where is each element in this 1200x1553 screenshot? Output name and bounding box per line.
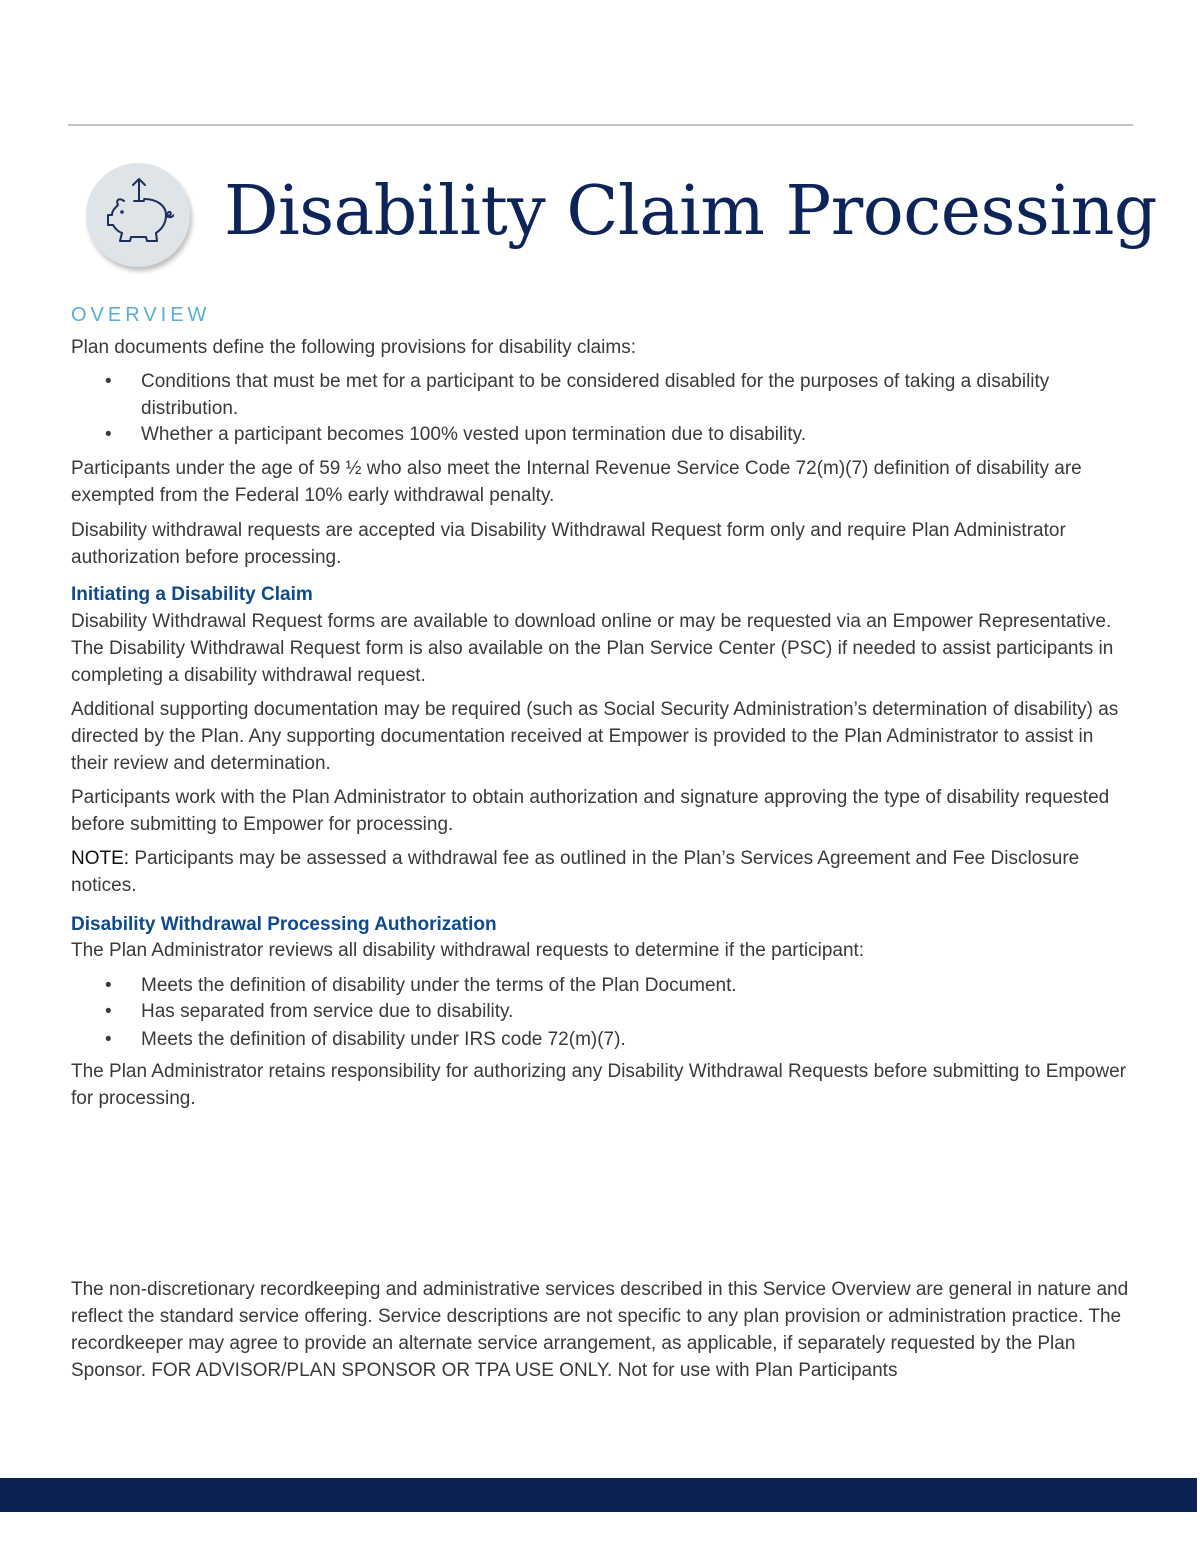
list-item: [105, 421, 1115, 448]
footer-bar: [0, 1478, 1197, 1512]
note-text: Participants may be assessed a withdrawal fee as outlined in the Plan’s Services Agreement and Fee Disclosure notices.: [71, 848, 1080, 896]
bullet: •: [105, 424, 112, 445]
note-paragraph: [71, 845, 1131, 899]
bullet: •: [105, 371, 112, 392]
list-item: [105, 998, 1115, 1025]
disclaimer: The non-discretionary recordkeeping and administrative services described in this Service Overview are general in nature and reflect the standard service offering. Service descriptions are not specific to any plan provision or administration practice. The recordkeeper may agree to provide an alternate service arrangement, as applicable, if separately requested by the Plan Sponsor. FOR ADVISOR/PLAN SPONSOR OR TPA USE ONLY. Not for use with Plan Participants: [71, 1279, 1129, 1381]
authorization-closing: The Plan Administrator retains responsibility for authorizing any Disability Withdrawal Requests before submitting to Empower for processing.: [71, 1061, 1126, 1109]
overview-paragraph: Participants under the age of 59 ½ who also meet the Internal Revenue Service Code 72(m)(7) definition of disability are exempted from the Federal 10% early withdrawal penalty.: [71, 458, 1082, 506]
bullet-text: Whether a participant becomes 100% vested upon termination due to disability.: [141, 424, 807, 445]
page-title: Disability Claim Processing: [224, 172, 1157, 251]
note-label: NOTE:: [71, 848, 130, 869]
list-item: [105, 368, 1115, 422]
overview-intro: Plan documents define the following provisions for disability claims:: [71, 337, 636, 358]
bullet-text: Has separated from service due to disability.: [141, 1001, 514, 1022]
list-item: [105, 972, 1115, 999]
bullet: •: [105, 975, 112, 996]
section-heading: Initiating a Disability Claim: [71, 584, 313, 605]
list-item: [105, 1026, 1115, 1053]
initiating-paragraph: Additional supporting documentation may be required (such as Social Security Administration’s determination of disability) as directed by the Plan. Any supporting documentation received at Empower is provided to the Plan Administrator to assist in their review and determination.: [71, 699, 1119, 774]
section-heading: Disability Withdrawal Processing Authorization: [71, 914, 497, 935]
bullet-text: Conditions that must be met for a participant to be considered disabled for the purposes of taking a disability distribution.: [141, 371, 1050, 419]
piggy-bank-icon: [86, 163, 190, 267]
bullet-text: Meets the definition of disability under the terms of the Plan Document.: [141, 975, 737, 996]
overview-label: OVERVIEW: [71, 304, 211, 326]
initiating-paragraph: Participants work with the Plan Administrator to obtain authorization and signature approving the type of disability requested before submitting to Empower for processing.: [71, 787, 1110, 835]
bullet: •: [105, 1029, 112, 1050]
initiating-paragraph: Disability Withdrawal Request forms are available to download online or may be requested via an Empower Representative. The Disability Withdrawal Request form is also available on the Plan Service Center (PSC) if needed to assist participants in completing a disability withdrawal request.: [71, 611, 1114, 686]
bullet: •: [105, 1001, 112, 1022]
overview-paragraph: Disability withdrawal requests are accepted via Disability Withdrawal Request form only and require Plan Administrator authorization before processing.: [71, 520, 1066, 568]
bullet-text: Meets the definition of disability under IRS code 72(m)(7).: [141, 1029, 626, 1050]
authorization-intro: The Plan Administrator reviews all disability withdrawal requests to determine if the participant:: [71, 940, 865, 961]
header-rule: [68, 124, 1133, 126]
